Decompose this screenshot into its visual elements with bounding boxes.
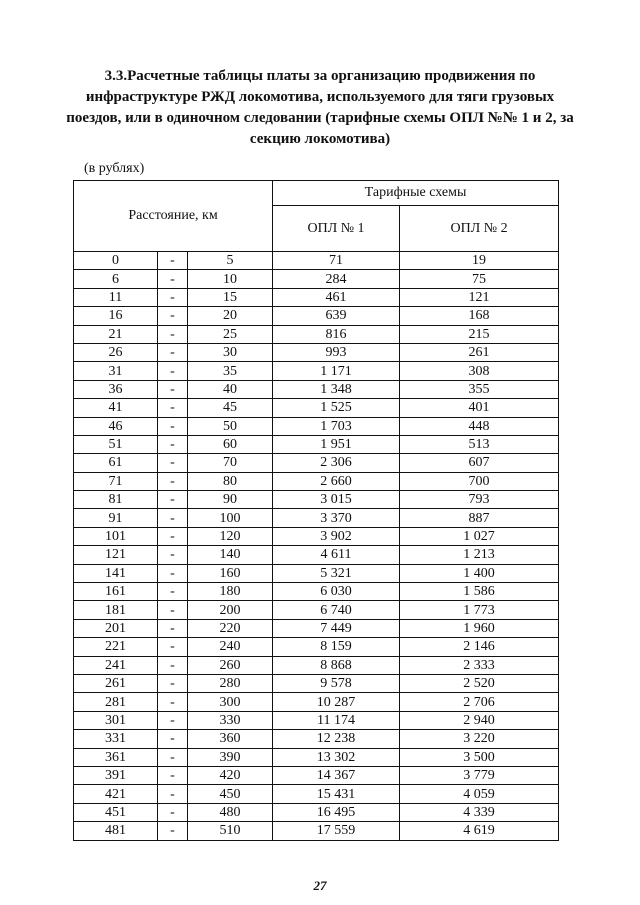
opl1-value-cell: 9 578 xyxy=(273,674,400,692)
range-dash-cell: - xyxy=(158,619,188,637)
distance-to-cell: 220 xyxy=(188,619,273,637)
distance-from-cell: 421 xyxy=(74,785,158,803)
table-row xyxy=(74,252,559,270)
distance-from-cell: 481 xyxy=(74,822,158,840)
range-dash-cell: - xyxy=(158,546,188,564)
distance-from-cell: 241 xyxy=(74,656,158,674)
distance-to-cell: 200 xyxy=(188,601,273,619)
opl2-value-cell: 215 xyxy=(400,325,559,343)
table-row xyxy=(74,472,559,490)
distance-from-cell: 11 xyxy=(74,288,158,306)
table-row xyxy=(74,546,559,564)
table-row xyxy=(74,343,559,361)
table-row xyxy=(74,711,559,729)
table-body xyxy=(74,252,559,841)
distance-from-cell: 91 xyxy=(74,509,158,527)
opl1-value-cell: 15 431 xyxy=(273,785,400,803)
opl1-value-cell: 461 xyxy=(273,288,400,306)
opl2-value-cell: 308 xyxy=(400,362,559,380)
opl2-value-cell: 513 xyxy=(400,435,559,453)
opl1-value-cell: 5 321 xyxy=(273,564,400,582)
distance-from-cell: 451 xyxy=(74,803,158,821)
opl1-value-cell: 8 868 xyxy=(273,656,400,674)
distance-from-cell: 46 xyxy=(74,417,158,435)
opl2-value-cell: 1 213 xyxy=(400,546,559,564)
opl1-value-cell: 8 159 xyxy=(273,638,400,656)
opl2-value-cell: 607 xyxy=(400,454,559,472)
opl1-value-cell: 12 238 xyxy=(273,730,400,748)
opl1-value-cell: 4 611 xyxy=(273,546,400,564)
opl2-value-cell: 1 586 xyxy=(400,583,559,601)
page-number: 27 xyxy=(313,878,327,893)
opl2-value-cell: 1 400 xyxy=(400,564,559,582)
title-line-3: поездов, или в одиночном следовании (тарифные схемы ОПЛ №№ 1 и 2, за xyxy=(66,110,574,126)
range-dash-cell: - xyxy=(158,564,188,582)
range-dash-cell: - xyxy=(158,601,188,619)
opl1-value-cell: 1 703 xyxy=(273,417,400,435)
distance-from-cell: 61 xyxy=(74,454,158,472)
distance-from-cell: 26 xyxy=(74,343,158,361)
opl2-value-cell: 1 960 xyxy=(400,619,559,637)
opl2-value-cell: 3 500 xyxy=(400,748,559,766)
opl2-value-cell: 1 027 xyxy=(400,527,559,545)
distance-to-cell: 50 xyxy=(188,417,273,435)
range-dash-cell: - xyxy=(158,583,188,601)
table-row xyxy=(74,399,559,417)
distance-to-cell: 120 xyxy=(188,527,273,545)
opl1-header: ОПЛ № 1 xyxy=(273,206,400,252)
opl2-value-cell: 121 xyxy=(400,288,559,306)
range-dash-cell: - xyxy=(158,325,188,343)
range-dash-cell: - xyxy=(158,527,188,545)
distance-to-cell: 35 xyxy=(188,362,273,380)
opl1-value-cell: 17 559 xyxy=(273,822,400,840)
range-dash-cell: - xyxy=(158,822,188,840)
distance-to-cell: 260 xyxy=(188,656,273,674)
range-dash-cell: - xyxy=(158,766,188,784)
distance-to-cell: 160 xyxy=(188,564,273,582)
range-dash-cell: - xyxy=(158,252,188,270)
distance-from-cell: 281 xyxy=(74,693,158,711)
distance-from-cell: 391 xyxy=(74,766,158,784)
opl1-value-cell: 1 951 xyxy=(273,435,400,453)
distance-from-cell: 331 xyxy=(74,730,158,748)
opl1-value-cell: 7 449 xyxy=(273,619,400,637)
opl1-value-cell: 14 367 xyxy=(273,766,400,784)
distance-to-cell: 10 xyxy=(188,270,273,288)
opl2-value-cell: 75 xyxy=(400,270,559,288)
opl2-value-cell: 2 940 xyxy=(400,711,559,729)
range-dash-cell: - xyxy=(158,380,188,398)
distance-from-cell: 21 xyxy=(74,325,158,343)
unit-note: (в рублях) xyxy=(84,161,145,176)
opl1-value-cell: 1 348 xyxy=(273,380,400,398)
distance-from-cell: 16 xyxy=(74,307,158,325)
table-row xyxy=(74,417,559,435)
opl2-value-cell: 401 xyxy=(400,399,559,417)
opl1-value-cell: 993 xyxy=(273,343,400,361)
distance-from-cell: 31 xyxy=(74,362,158,380)
range-dash-cell: - xyxy=(158,399,188,417)
distance-from-cell: 221 xyxy=(74,638,158,656)
distance-to-cell: 390 xyxy=(188,748,273,766)
distance-to-cell: 70 xyxy=(188,454,273,472)
distance-to-cell: 60 xyxy=(188,435,273,453)
table-row xyxy=(74,307,559,325)
distance-to-cell: 300 xyxy=(188,693,273,711)
distance-from-cell: 301 xyxy=(74,711,158,729)
opl2-value-cell: 448 xyxy=(400,417,559,435)
opl1-value-cell: 6 030 xyxy=(273,583,400,601)
opl1-value-cell: 639 xyxy=(273,307,400,325)
opl2-value-cell: 700 xyxy=(400,472,559,490)
range-dash-cell: - xyxy=(158,509,188,527)
table-row xyxy=(74,656,559,674)
distance-to-cell: 280 xyxy=(188,674,273,692)
table-row xyxy=(74,509,559,527)
opl1-value-cell: 10 287 xyxy=(273,693,400,711)
title-line-2: инфраструктуре РЖД локомотива, используемого для тяги грузовых xyxy=(85,89,555,105)
opl1-value-cell: 816 xyxy=(273,325,400,343)
distance-to-cell: 180 xyxy=(188,583,273,601)
distance-to-cell: 360 xyxy=(188,730,273,748)
distance-to-cell: 5 xyxy=(188,252,273,270)
table-row xyxy=(74,362,559,380)
opl2-value-cell: 887 xyxy=(400,509,559,527)
distance-from-cell: 71 xyxy=(74,472,158,490)
range-dash-cell: - xyxy=(158,362,188,380)
table-row xyxy=(74,766,559,784)
distance-to-cell: 140 xyxy=(188,546,273,564)
opl1-value-cell: 1 171 xyxy=(273,362,400,380)
range-dash-cell: - xyxy=(158,435,188,453)
opl1-value-cell: 2 306 xyxy=(273,454,400,472)
distance-header: Расстояние, км xyxy=(74,181,273,252)
distance-to-cell: 510 xyxy=(188,822,273,840)
opl1-value-cell: 6 740 xyxy=(273,601,400,619)
range-dash-cell: - xyxy=(158,693,188,711)
distance-from-cell: 161 xyxy=(74,583,158,601)
opl2-value-cell: 2 333 xyxy=(400,656,559,674)
tariff-schemes-header: Тарифные схемы xyxy=(273,181,559,206)
distance-from-cell: 361 xyxy=(74,748,158,766)
opl1-value-cell: 71 xyxy=(273,252,400,270)
distance-from-cell: 261 xyxy=(74,674,158,692)
distance-from-cell: 201 xyxy=(74,619,158,637)
table-row xyxy=(74,270,559,288)
tariff-table xyxy=(73,180,559,841)
range-dash-cell: - xyxy=(158,454,188,472)
opl1-value-cell: 1 525 xyxy=(273,399,400,417)
opl2-value-cell: 793 xyxy=(400,491,559,509)
title-line-1: 3.3.Расчетные таблицы платы за организацию продвижения по xyxy=(104,68,536,84)
range-dash-cell: - xyxy=(158,656,188,674)
opl2-header: ОПЛ № 2 xyxy=(400,206,559,252)
opl2-value-cell: 4 059 xyxy=(400,785,559,803)
range-dash-cell: - xyxy=(158,491,188,509)
table-row xyxy=(74,601,559,619)
distance-from-cell: 51 xyxy=(74,435,158,453)
opl1-value-cell: 3 370 xyxy=(273,509,400,527)
distance-to-cell: 100 xyxy=(188,509,273,527)
distance-from-cell: 41 xyxy=(74,399,158,417)
table-row xyxy=(74,435,559,453)
distance-from-cell: 101 xyxy=(74,527,158,545)
opl2-value-cell: 1 773 xyxy=(400,601,559,619)
range-dash-cell: - xyxy=(158,307,188,325)
table-row xyxy=(74,491,559,509)
distance-to-cell: 15 xyxy=(188,288,273,306)
distance-from-cell: 181 xyxy=(74,601,158,619)
table-row xyxy=(74,748,559,766)
opl2-value-cell: 3 220 xyxy=(400,730,559,748)
distance-from-cell: 141 xyxy=(74,564,158,582)
distance-to-cell: 20 xyxy=(188,307,273,325)
table-row xyxy=(74,638,559,656)
opl2-value-cell: 19 xyxy=(400,252,559,270)
opl2-value-cell: 2 520 xyxy=(400,674,559,692)
table-row xyxy=(74,527,559,545)
range-dash-cell: - xyxy=(158,803,188,821)
distance-to-cell: 40 xyxy=(188,380,273,398)
opl2-value-cell: 3 779 xyxy=(400,766,559,784)
range-dash-cell: - xyxy=(158,674,188,692)
distance-to-cell: 45 xyxy=(188,399,273,417)
table-row xyxy=(74,288,559,306)
distance-to-cell: 480 xyxy=(188,803,273,821)
distance-from-cell: 36 xyxy=(74,380,158,398)
distance-from-cell: 6 xyxy=(74,270,158,288)
opl2-value-cell: 4 339 xyxy=(400,803,559,821)
range-dash-cell: - xyxy=(158,270,188,288)
table-row xyxy=(74,803,559,821)
range-dash-cell: - xyxy=(158,711,188,729)
range-dash-cell: - xyxy=(158,638,188,656)
table-row xyxy=(74,380,559,398)
distance-from-cell: 121 xyxy=(74,546,158,564)
table-row xyxy=(74,564,559,582)
opl2-value-cell: 4 619 xyxy=(400,822,559,840)
title-line-4: секцию локомотива) xyxy=(249,131,391,147)
range-dash-cell: - xyxy=(158,288,188,306)
opl2-value-cell: 2 706 xyxy=(400,693,559,711)
range-dash-cell: - xyxy=(158,417,188,435)
distance-to-cell: 90 xyxy=(188,491,273,509)
opl1-value-cell: 3 902 xyxy=(273,527,400,545)
distance-from-cell: 0 xyxy=(74,252,158,270)
distance-to-cell: 240 xyxy=(188,638,273,656)
table-row xyxy=(74,730,559,748)
opl2-value-cell: 355 xyxy=(400,380,559,398)
range-dash-cell: - xyxy=(158,730,188,748)
table-row xyxy=(74,454,559,472)
opl2-value-cell: 168 xyxy=(400,307,559,325)
opl1-value-cell: 11 174 xyxy=(273,711,400,729)
opl2-value-cell: 261 xyxy=(400,343,559,361)
opl1-value-cell: 13 302 xyxy=(273,748,400,766)
table-row xyxy=(74,619,559,637)
range-dash-cell: - xyxy=(158,785,188,803)
distance-to-cell: 420 xyxy=(188,766,273,784)
table-row xyxy=(74,325,559,343)
distance-to-cell: 25 xyxy=(188,325,273,343)
table-row xyxy=(74,693,559,711)
table-row xyxy=(74,674,559,692)
distance-from-cell: 81 xyxy=(74,491,158,509)
distance-to-cell: 330 xyxy=(188,711,273,729)
range-dash-cell: - xyxy=(158,748,188,766)
opl1-value-cell: 16 495 xyxy=(273,803,400,821)
opl2-value-cell: 2 146 xyxy=(400,638,559,656)
range-dash-cell: - xyxy=(158,343,188,361)
table-row xyxy=(74,822,559,840)
opl1-value-cell: 2 660 xyxy=(273,472,400,490)
opl1-value-cell: 3 015 xyxy=(273,491,400,509)
distance-to-cell: 450 xyxy=(188,785,273,803)
opl1-value-cell: 284 xyxy=(273,270,400,288)
document-title xyxy=(60,66,580,150)
table-row xyxy=(74,583,559,601)
distance-to-cell: 80 xyxy=(188,472,273,490)
table-row xyxy=(74,785,559,803)
range-dash-cell: - xyxy=(158,472,188,490)
distance-to-cell: 30 xyxy=(188,343,273,361)
